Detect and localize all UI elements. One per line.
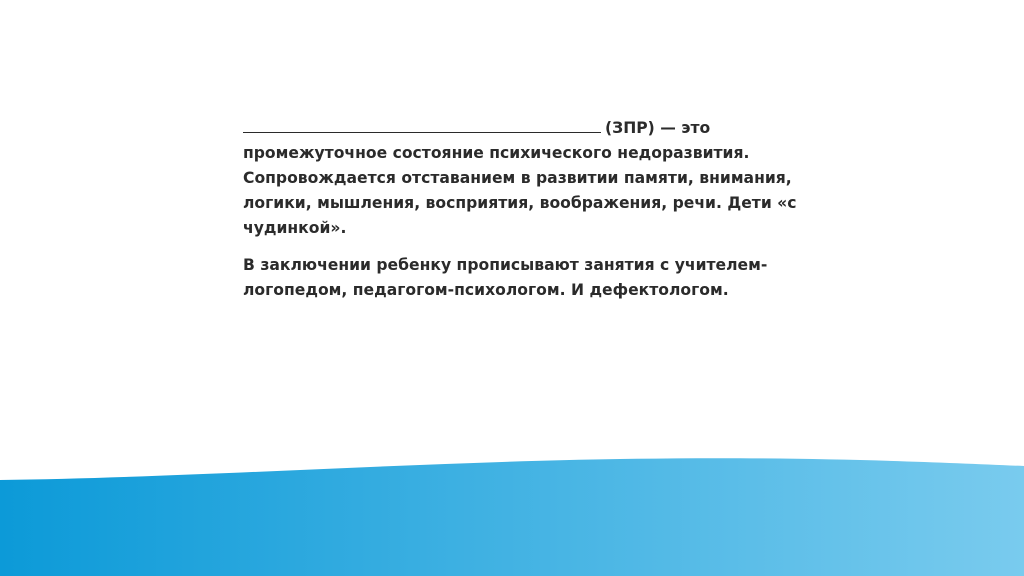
slide-text-block xyxy=(243,116,803,303)
definition-text: (ЗПР) — это промежуточное состояние психического недоразвития. Сопровождается отставанием в развитии памяти, внимания, логики, мышления, восприятия, воображения, речи. Дети «с чудинкой». xyxy=(243,119,797,237)
fill-in-blank-line xyxy=(243,116,601,133)
conclusion-paragraph: В заключении ребенку прописывают занятия с учителем-логопедом, педагогом-психологом. И дефектологом. xyxy=(243,256,768,299)
definition-paragraph xyxy=(243,116,803,241)
